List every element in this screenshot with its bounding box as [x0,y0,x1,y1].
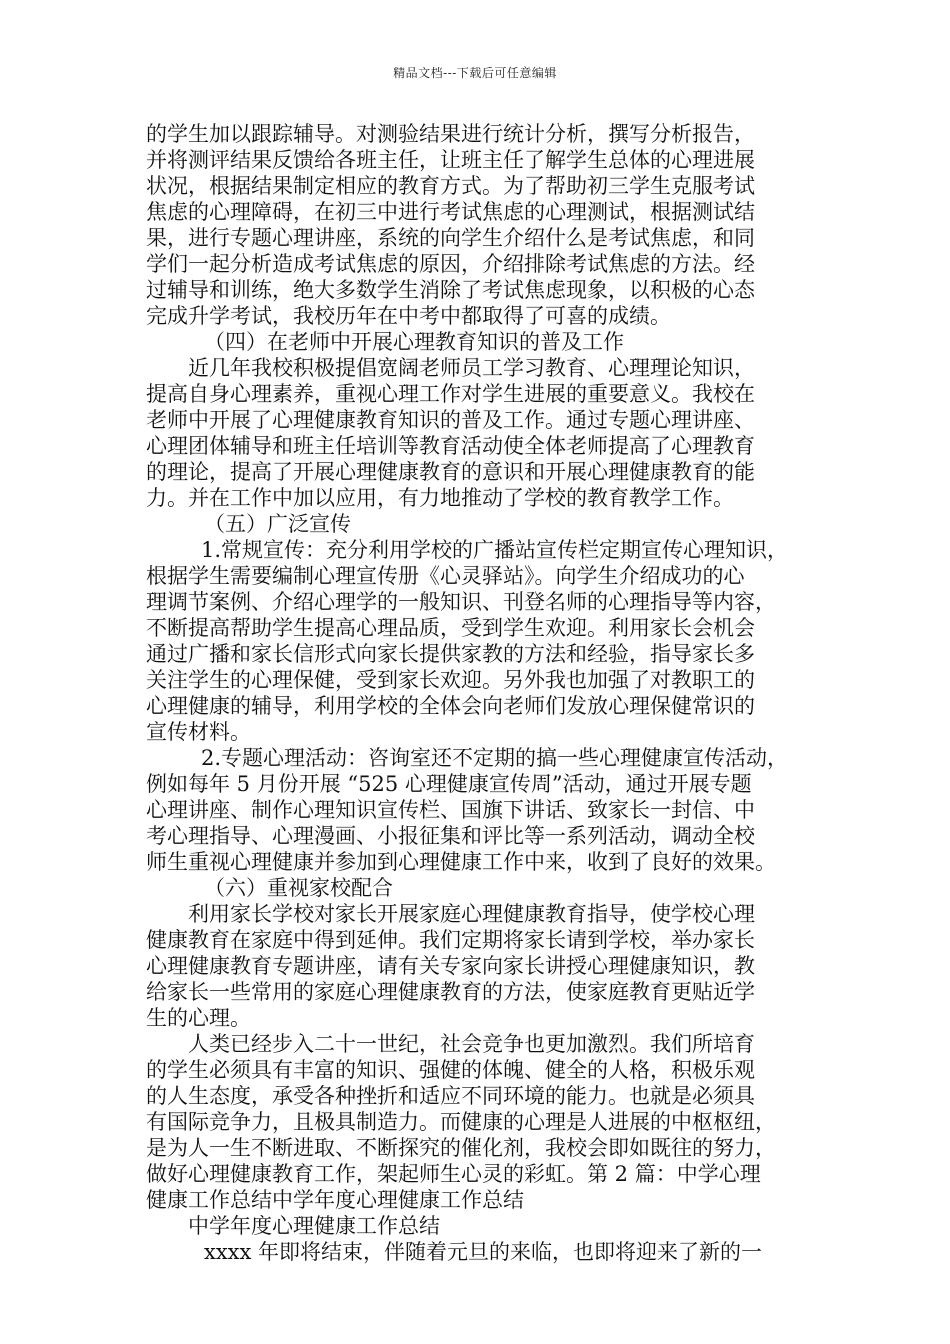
paragraph-line: 根据学生需要编制心理宣传册《心灵驿站》。向学生介绍成功的心 [146,564,745,588]
section-heading: 中学年度心理健康工作总结 [188,1214,440,1238]
paragraph-line: 关注学生的心理保健，受到家长欢迎。另外我也加强了对教职工的 [146,668,755,692]
paragraph-line: 宣传材料。 [146,720,251,744]
paragraph-line: 1.常规宣传：充分利用学校的广播站宣传栏定期宣传心理知识， [201,538,789,562]
section-heading: （六）重视家校配合 [204,876,393,900]
paragraph-line: 2.专题心理活动：咨询室还不定期的搞一些心理健康宣传活动， [201,746,789,770]
paragraph-line: 完成升学考试，我校历年在中考中都取得了可喜的成绩。 [146,304,671,328]
paragraph-line: 利用家长学校对家长开展家庭心理健康教育指导，使学校心理 [188,902,755,926]
paragraph-line: 有国际竞争力，且极具制造力。而健康的心理是人进展的中枢枢纽， [146,1110,776,1134]
paragraph-line: 果，进行专题心理讲座，系统的向学生介绍什么是考试焦虑，和同 [146,226,755,250]
paragraph-line: 做好心理健康教育工作，架起师生心灵的彩虹。第 2 篇：中学心理 [146,1162,761,1186]
paragraph-line: 通过广播和家长信形式向家长提供家教的方法和经验，指导家长多 [146,642,755,666]
paragraph-line: 不断提高帮助学生提高心理品质，受到学生欢迎。利用家长会机会 [146,616,755,640]
section-heading: （四）在老师中开展心理教育知识的普及工作 [204,330,624,354]
paragraph-line: 心理健康教育专题讲座，请有关专家向家长讲授心理健康知识，教 [146,954,755,978]
paragraph-line: 理调节案例、介绍心理学的一般知识、刊登名师的心理指导等内容， [146,590,776,614]
paragraph-line: 学们一起分析造成考试焦虑的原因，介绍排除考试焦虑的方法。经 [146,252,755,276]
paragraph-line: 生的心理。 [146,1006,251,1030]
paragraph-line: 力。并在工作中加以应用，有力地推动了学校的教育教学工作。 [146,486,734,510]
paragraph-line: 老师中开展了心理健康教育知识的普及工作。通过专题心理讲座、 [146,408,755,432]
paragraph-line: 的学生加以跟踪辅导。对测验结果进行统计分析，撰写分析报告， [146,122,755,146]
paragraph-line: 的理论，提高了开展心理健康教育的意识和开展心理健康教育的能 [146,460,755,484]
paragraph-line: 状况，根据结果制定相应的教育方式。为了帮助初三学生克服考试 [146,174,755,198]
paragraph-line: xxxx 年即将结束，伴随着元旦的来临，也即将迎来了新的一 [204,1240,763,1264]
paragraph-line: 的学生必须具有丰富的知识、强健的体魄、健全的人格，积极乐观 [146,1058,755,1082]
paragraph-line: 是为人一生不断进取、不断探究的催化剂，我校会即如既往的努力， [146,1136,776,1160]
paragraph-line: 焦虑的心理障碍，在初三中进行考试焦虑的心理测试，根据测试结 [146,200,755,224]
paragraph-line: 考心理指导、心理漫画、小报征集和评比等一系列活动，调动全校 [146,824,755,848]
paragraph-line: 例如每年 5 月份开展 “525 心理健康宣传周”活动，通过开展专题 [146,772,752,796]
paragraph-line: 给家长一些常用的家庭心理健康教育的方法，使家庭教育更贴近学 [146,980,755,1004]
paragraph-line: 并将测评结果反馈给各班主任，让班主任了解学生总体的心理进展 [146,148,755,172]
section-heading: （五）广泛宣传 [204,512,351,536]
paragraph-line: 近几年我校积极提倡宽阔老师员工学习教育、心理理论知识， [188,356,755,380]
document-body [146,121,816,1265]
paragraph-line: 心理团体辅导和班主任培训等教育活动使全体老师提高了心理教育 [146,434,755,458]
paragraph-line: 心理讲座、制作心理知识宣传栏、国旗下讲话、致家长一封信、中 [146,798,755,822]
paragraph-line: 的人生态度，承受各种挫折和适应不同环境的能力。也就是必须具 [146,1084,755,1108]
paragraph-line: 健康教育在家庭中得到延伸。我们定期将家长请到学校，举办家长 [146,928,755,952]
paragraph-line: 过辅导和训练，绝大多数学生消除了考试焦虑现象，以积极的心态 [146,278,755,302]
paragraph-line: 心理健康的辅导，利用学校的全体会向老师们发放心理保健常识的 [146,694,755,718]
page-header: 精品文档---下载后可任意编辑 [393,66,557,80]
paragraph-line: 健康工作总结中学年度心理健康工作总结 [146,1188,524,1212]
paragraph-line: 提高自身心理素养，重视心理工作对学生进展的重要意义。我校在 [146,382,755,406]
paragraph-line: 人类已经步入二十一世纪，社会竞争也更加激烈。我们所培育 [188,1032,755,1056]
paragraph-line: 师生重视心理健康并参加到心理健康工作中来，收到了良好的效果。 [146,850,776,874]
